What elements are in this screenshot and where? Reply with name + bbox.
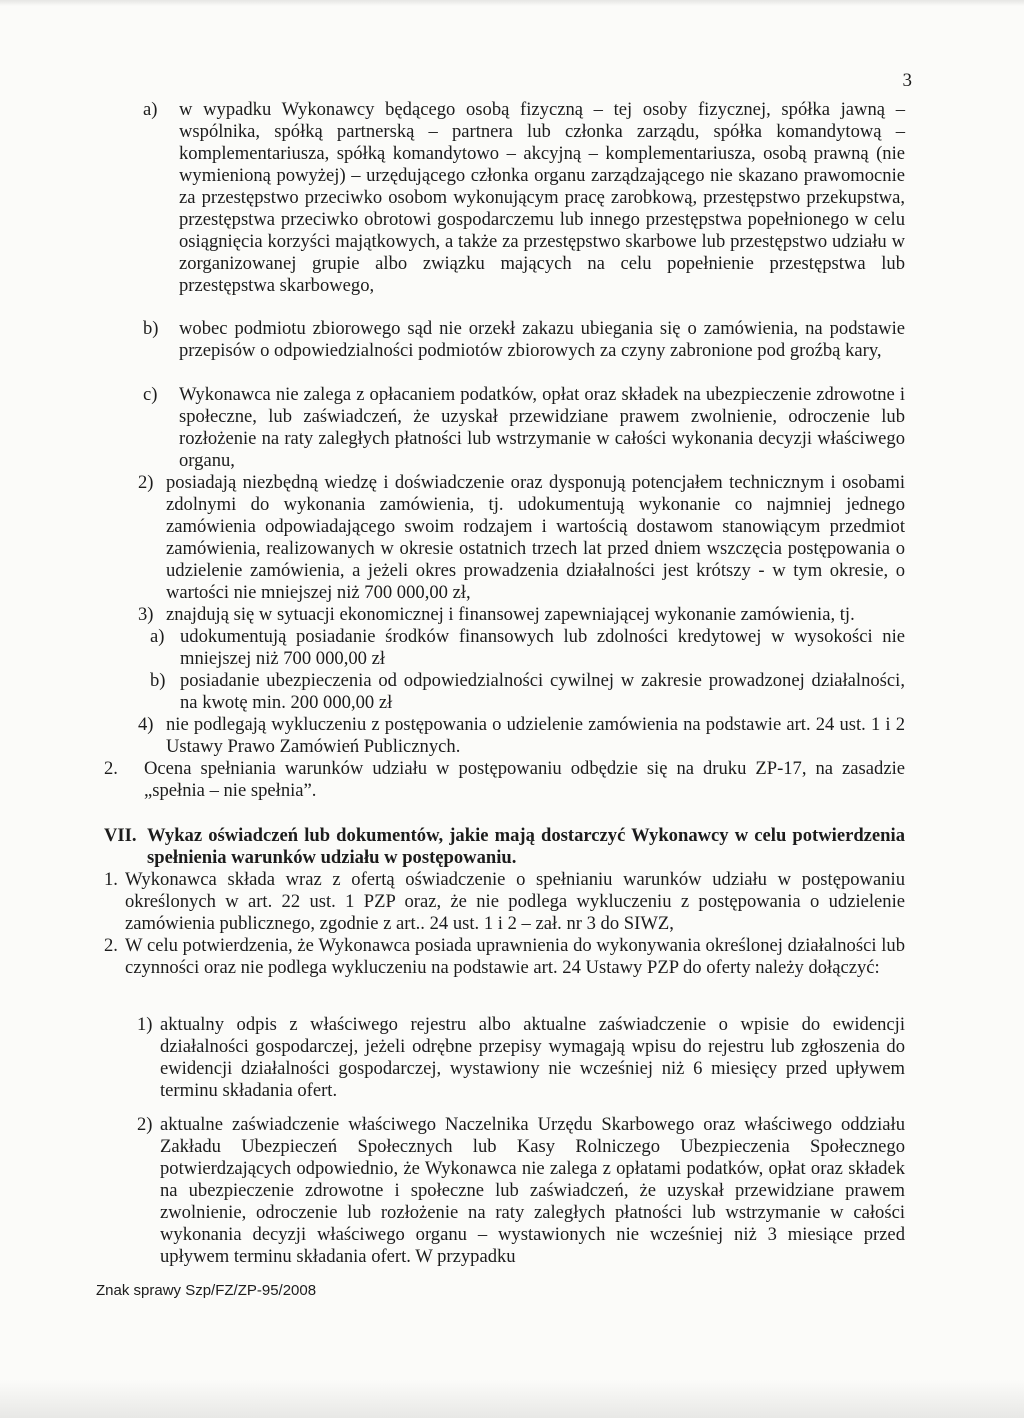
item-3b-label: b)	[150, 670, 166, 691]
item-4-text: nie podlegają wykluczeniu z postępowania o udzielenie zamówienia na podstawie art. 24 ust. 1 i 2 Ustawy Prawo Zamówień Publicznych.	[166, 714, 905, 757]
subpoint-1-label: 1)	[137, 1014, 153, 1035]
section-point-2-text: W celu potwierdzenia, że Wykonawca posiada uprawnienia do wykonywania określonej działalności lub czynności oraz nie podlega wykluczeniu na podstawie art. 24 Ustawy PZP do oferty należy dołączyć:	[125, 935, 905, 978]
item-3a-label: a)	[150, 626, 165, 647]
point-2-label: 2.	[104, 758, 118, 779]
subpoint-2-text: aktualne zaświadczenie właściwego Naczelnika Urzędu Skarbowego oraz właściwego oddziału Zakładu Ubezpieczeń Społecznych lub Kasy Rolniczego Ubezpieczenia Społecznego potwierdzających odpowiednio, że Wykonawca nie zalega z opłatami podatków, opłat oraz składek na ubezpieczenie zdrowotne i społeczne lub zaświadczeń, że uzyskał przewidziane prawem zwolnienie, odroczenie lub rozłożenie na raty zaległych płatności lub wstrzymanie w całości wykonania decyzji właściwego organu – wystawionych nie wcześniej niż 3 miesiące przed upływem terminu składania ofert. W przypadku	[160, 1114, 905, 1267]
item-4-label: 4)	[138, 714, 154, 735]
section-heading: Wykaz oświadczeń lub dokumentów, jakie mają dostarczyć Wykonawcy w celu potwierdzenia spełnienia warunków udziału w postępowaniu.	[147, 825, 905, 868]
section-number: VII.	[104, 825, 137, 846]
item-2-label: 2)	[138, 472, 154, 493]
item-2-text: posiadają niezbędną wiedzę i doświadczenie oraz dysponują potencjałem technicznym i osobami zdolnymi do wykonania zamówienia, tj. udokumentują wykonanie co najmniej jednego zamówienia odpowiadającego swoim rodzajem i wartością dostawom stanowiącym przedmiot zamówienia, realizowanych w okresie ostatnich trzech lat przed dniem wszczęcia postępowania o udzielenie zamówienia, a jeżeli okres prowadzenia działalności jest krótszy - w tym okresie, o wartości nie mniejszej niż 700 000,00 zł,	[166, 472, 905, 603]
item-3a-text: udokumentują posiadanie środków finansowych lub zdolności kredytowej w wysokości nie mniejszej niż 700 000,00 zł	[180, 626, 905, 669]
page-number: 3	[902, 70, 912, 91]
item-b-text: wobec podmiotu zbiorowego sąd nie orzekł zakazu ubiegania się o zamówienia, na podstawie przepisów o odpowiedzialności podmiotów zbiorowych za czyny zabronione pod groźbą kary,	[179, 318, 905, 361]
scan-edge-bottom	[0, 1380, 1024, 1418]
point-2-text: Ocena spełniania warunków udziału w postępowaniu odbędzie się na druku ZP-17, na zasadzie „spełnia – nie spełnia”.	[144, 758, 905, 801]
item-3-text: znajdują się w sytuacji ekonomicznej i finansowej zapewniającej wykonanie zamówienia, tj.	[166, 604, 855, 625]
item-c-text: Wykonawca nie zalega z opłacaniem podatków, opłat oraz składek na ubezpieczenie zdrowotne i społeczne, lub zaświadczeń, że uzyskał przewidziane prawem zwolnienie, odroczenie lub rozłożenie na raty zaległych płatności lub wstrzymanie w całości wykonania decyzji właściwego organu,	[179, 384, 905, 471]
section-point-1-label: 1.	[104, 869, 118, 890]
item-a-text: w wypadku Wykonawcy będącego osobą fizyczną – tej osoby fizycznej, spółka jawną – wspólnika, spółką partnerską – partnera lub członka zarządu, spółka komandytową – komplementariusza, spółką komandytowo – akcyjną – komplementariusza, osobą prawną (nie wymienioną powyżej) – urzędującego członka organu zarządzającego nie skazano prawomocnie za przestępstwo przeciwko osobom wykonującym pracę zarobkową, przestępstwo przekupstwa, przestępstwa przeciwko obrotowi gospodarczemu lub innego przestępstwa popełnionego w celu osiągnięcia korzyści majątkowych, a także za przestępstwo skarbowe lub przestępstwo udziału w zorganizowanej grupie albo związku mających na celu popełnienie przestępstwa lub przestępstwa skarbowego,	[179, 99, 905, 296]
subpoint-2-label: 2)	[137, 1114, 153, 1135]
scan-edge-top	[0, 0, 1024, 6]
item-c-label: c)	[143, 384, 158, 405]
item-b-label: b)	[143, 318, 159, 339]
subpoint-1-text: aktualny odpis z właściwego rejestru albo aktualne zaświadczenie o wpisie do ewidencji działalności gospodarczej, jeżeli odrębne przepisy wymagają wpisu do rejestru lub zgłoszenia do ewidencji działalności gospodarczej, wystawiony nie wcześniej niż 6 miesięcy przed upływem terminu składania ofert.	[160, 1014, 905, 1101]
item-3b-text: posiadanie ubezpieczenia od odpowiedzialności cywilnej w zakresie prowadzonej działalności, na kwotę min. 200 000,00 zł	[180, 670, 905, 713]
section-point-1-text: Wykonawca składa wraz z ofertą oświadczenie o spełnianiu warunków udziału w postępowaniu określonych w art. 22 ust. 1 PZP oraz, że nie podlega wykluczeniu z postępowania o udzielenie zamówienia publicznego, zgodnie z art.. 24 ust. 1 i 2 – zał. nr 3 do SIWZ,	[125, 869, 905, 934]
case-reference-footer: Znak sprawy Szp/FZ/ZP-95/2008	[96, 1282, 317, 1299]
item-3-label: 3)	[138, 604, 154, 625]
section-point-2-label: 2.	[104, 935, 118, 956]
item-a-label: a)	[143, 99, 158, 120]
